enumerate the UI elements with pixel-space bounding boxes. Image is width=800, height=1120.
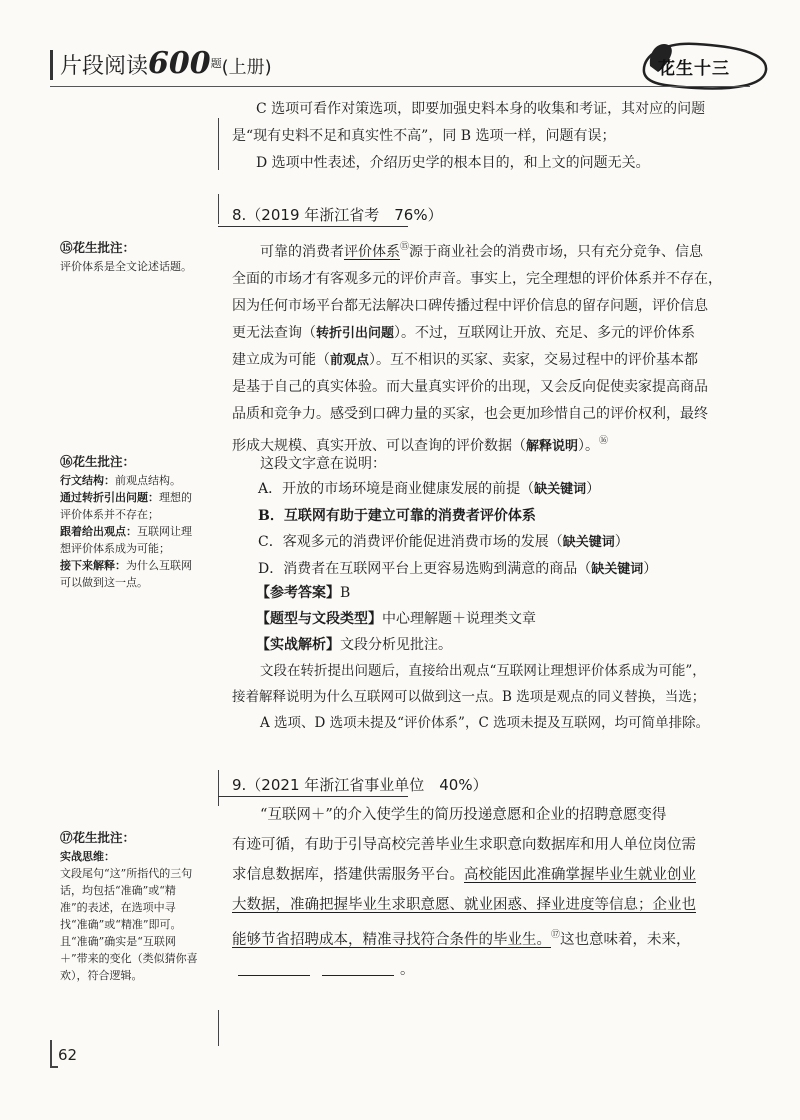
option-a: A．开放的市场环境是商业健康发展的前提（缺关键词） xyxy=(258,481,601,497)
side-note-heading: ⑯花生批注： xyxy=(60,454,136,469)
side-note-text: 行文结构：前观点结构。 xyxy=(60,474,181,487)
text-line: 能够节省招聘成本，精准寻找符合条件的毕业生。⑰这也意味着，未来， xyxy=(232,930,691,948)
side-note-text: 文段尾句“这”所指代的三句话，均包括“准确”或“精准”的表述，在选项中寻找“准确”或“精准”即可。且“准确”确实是“互联网＋”带来的变化（类似猜你喜欢），符合逻辑。 xyxy=(60,867,198,982)
question-heading-rule xyxy=(218,226,408,227)
side-note-heading: ⑰花生批注： xyxy=(60,830,136,845)
analysis-label-line: 【实战解析】文段分析见批注。 xyxy=(256,637,452,653)
side-note-text: 评价体系是全文论述话题。 xyxy=(60,260,192,273)
question-type: 【题型与文段类型】中心理解题＋说理类文章 xyxy=(256,611,536,627)
brand-name: 花生十三 xyxy=(658,59,730,79)
text-line: 全面的市场才有客观多元的评价声音。事实上，完全理想的评价体系并不存在， xyxy=(232,271,722,287)
question-prompt: 这段文字意在说明： xyxy=(260,456,386,472)
side-note-17 xyxy=(60,828,200,984)
book-title-number: 600 xyxy=(148,46,211,81)
reference-answer: 【参考答案】B xyxy=(256,585,351,601)
side-note-text: 跟着给出观点：互联网让理想评价体系成为可能； xyxy=(60,525,192,555)
inline-note: 转折引出问题 xyxy=(316,326,395,341)
options-list xyxy=(258,476,748,583)
underlined-phrase: 高校能因此准确掌握毕业生就业创业 xyxy=(464,867,696,883)
question-9-passage xyxy=(232,800,742,985)
side-note-16 xyxy=(60,452,200,591)
question-heading-rule xyxy=(218,796,408,797)
fill-blank xyxy=(238,961,310,976)
text-line: A 选项、D 选项未提及“评价体系”，C 选项未提及互联网，均可简单排除。 xyxy=(260,715,710,731)
margin-guide-line xyxy=(218,1010,219,1046)
continued-explanation xyxy=(232,96,746,177)
text-line: 。 xyxy=(232,955,742,985)
text-line: 可靠的消费者评价体系⑮源于商业社会的消费市场，只有充分竞争、信息 xyxy=(260,242,704,260)
text-line: 品质和竞争力。感受到口碑力量的买家，也会更加珍惜自己的评价权利，最终 xyxy=(232,406,708,422)
underlined-phrase: 大数据，准确把握毕业生求职意愿、就业困惑、择业进度等信息；企业也 xyxy=(232,897,696,913)
header-rule xyxy=(50,86,750,87)
side-note-text: 通过转折引出问题：理想的评价体系并不存在； xyxy=(60,491,192,521)
text-line: “互联网＋”的介入使学生的简历投递意愿和企业的招聘意愿变得 xyxy=(260,807,667,823)
text-line: 因为任何市场平台都无法解决口碑传播过程中评价信息的留存问题，评价信息 xyxy=(232,298,708,314)
margin-guide-line xyxy=(218,770,219,806)
text-line: 接着解释说明为什么互联网可以做到这一点。B 选项是观点的同义替换，当选； xyxy=(232,689,706,705)
book-volume: (上册) xyxy=(221,57,272,78)
text-line: 文段在转折提出问题后，直接给出观点“互联网让理想评价体系成为可能”， xyxy=(260,663,706,679)
text-line: C 选项可看作对策选项，即要加强史料本身的收集和考证，其对应的问题 xyxy=(256,101,706,117)
book-title-text: 片段阅读 xyxy=(60,54,149,79)
option-c: C．客观多元的消费评价能促进消费市场的发展（缺关键词） xyxy=(258,534,629,550)
inline-note: 解释说明 xyxy=(526,439,579,454)
text-line: 是“现有史料不足和真实性不高”，同 B 选项一样，问题有误； xyxy=(232,128,616,144)
answer-block xyxy=(256,580,746,658)
text-line: 形成大规模、真实开放、可以查询的评价数据（解释说明）。⑯ xyxy=(232,436,609,454)
underlined-keyword: 评价体系 xyxy=(344,244,400,260)
text-line: 是基于自己的真实体验。而大量真实评价的出现，又会反向促使卖家提高商品 xyxy=(232,379,708,395)
text-line: D 选项中性表述，介绍历史学的根本目的，和上文的问题无关。 xyxy=(256,155,650,171)
header-accent-bar xyxy=(50,50,53,80)
question-8-passage xyxy=(232,234,742,460)
analysis-text xyxy=(232,658,748,736)
margin-guide-line xyxy=(218,118,219,170)
text-line: 建立成为可能（前观点）。互不相识的买家、卖家，交易过程中的评价基本都 xyxy=(232,352,699,368)
annotation-marker: ⑯ xyxy=(599,436,609,446)
text-line: 有迹可循，有助于引导高校完善毕业生求职意向数据库和用人单位岗位需 xyxy=(232,837,696,853)
book-title xyxy=(60,46,272,81)
margin-guide-line xyxy=(218,194,219,224)
annotation-marker: ⑮ xyxy=(400,242,410,252)
question-9-heading: 9.（2021 年浙江省事业单位 40%） xyxy=(232,776,488,794)
page-number-bracket xyxy=(50,1040,58,1068)
book-title-ti: 题 xyxy=(210,57,222,70)
text-line: 求信息数据库，搭建供需服务平台。高校能因此准确掌握毕业生就业创业 xyxy=(232,867,696,883)
side-note-heading: ⑮花生批注： xyxy=(60,240,136,255)
fill-blank xyxy=(322,961,394,976)
page-number: 62 xyxy=(58,1046,78,1064)
text-line: 更无法查询（转折引出问题）。不过，互联网让开放、充足、多元的评价体系 xyxy=(232,325,696,341)
side-note-15 xyxy=(60,238,200,275)
side-note-subheading: 实战思维： xyxy=(60,850,115,863)
option-d: D．消费者在互联网平台上更容易选购到满意的商品（缺关键词） xyxy=(258,561,658,577)
inline-note: 前观点 xyxy=(330,353,370,368)
option-b: B．互联网有助于建立可靠的消费者评价体系 xyxy=(258,508,536,524)
question-8-heading: 8.（2019 年浙江省考 76%） xyxy=(232,206,443,224)
annotation-marker: ⑰ xyxy=(551,930,561,940)
underlined-phrase: 能够节省招聘成本，精准寻找符合条件的毕业生。 xyxy=(232,932,551,948)
side-note-text: 接下来解释：为什么互联网可以做到这一点。 xyxy=(60,559,192,589)
